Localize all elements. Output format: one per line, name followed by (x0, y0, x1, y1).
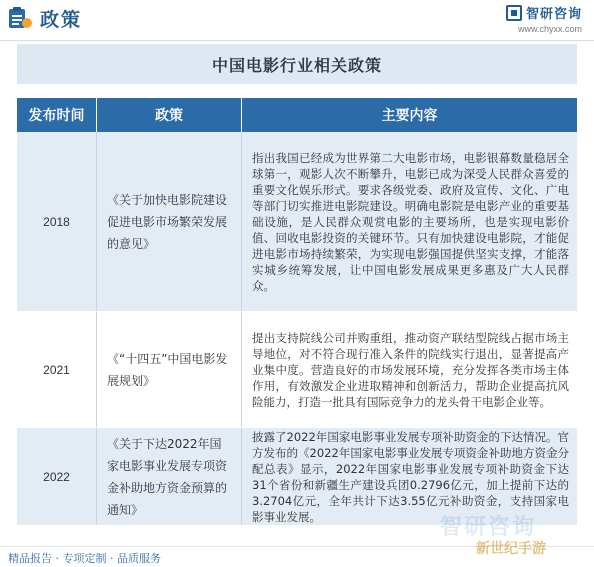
policy-text: 《“十四五”中国电影发展规划》 (107, 351, 228, 388)
table-header-row (17, 98, 577, 132)
column-header-content: 主要内容 (381, 108, 438, 124)
clipboard-icon (6, 6, 34, 30)
table-row (17, 312, 577, 428)
page-header (0, 0, 594, 40)
content-text: 披露了2022年国家电影事业发展专项补助资金的下达情况。官方发布的《2022年国家电影事业发展专项资金补助地方资金分配总表》显示，2022年国家电影事业发展专项补助资金下达31个省份和新疆生产建设兵团0.2796亿元，加上提前下达的3.2704亿元，全年共计下达3.55亿元补助资金，支持国家电影事业发展。 (252, 429, 569, 524)
brand-watermark: 智研咨询 (440, 515, 537, 540)
content-cell (242, 312, 577, 427)
brand-logo-group[interactable] (506, 3, 582, 22)
year-cell (17, 132, 97, 311)
year-text: 2018 (43, 214, 70, 229)
policy-cell (97, 428, 242, 525)
brand-url[interactable]: www.chyxx.com (517, 24, 582, 34)
brand-name: 智研咨询 (525, 7, 582, 22)
header-divider (0, 40, 594, 41)
column-header-date: 发布时间 (17, 98, 97, 132)
section-title: 政策 (40, 9, 83, 31)
year-text: 2022 (43, 469, 70, 484)
brand-logo-icon (506, 5, 522, 21)
table-title: 中国电影行业相关政策 (211, 55, 382, 75)
policy-cell (97, 312, 242, 427)
year-cell (17, 312, 97, 427)
content-text: 提出支持院线公司并购重组，推动资产联结型院线占据市场主导地位，对不符合现行准入条件的院线实行退出，显著提高产业集中度。营造良好的市场发展环境，充分发挥各类市场主体作用，有效激发企业进取精神和创新活力，帮助企业提高抗风险能力，打造一批具有国际竞争力的龙头骨干电影企业等。 (252, 330, 569, 409)
policy-table (17, 98, 577, 526)
site-watermark: 新世纪手游 (476, 541, 546, 557)
year-text: 2021 (43, 362, 70, 377)
policy-cell (97, 132, 242, 311)
content-cell (242, 132, 577, 311)
footer-slogan: 精品报告 · 专项定制 · 品质服务 (8, 552, 161, 565)
year-cell (17, 428, 97, 525)
content-text: 指出我国已经成为世界第二大电影市场，电影银幕数量稳居全球第一，观影人次不断攀升，电影已成为深受人民群众喜爱的重要文化娱乐形式。要求各级党委、政府及宣传、文化、广电等部门切实推进电影院建设。明确电影院是电影产业的重要基础设施，是人民群众观赏电影的主要场所，也是实现电影价值、回收电影投资的关键环节。只有加快建设电影院，才能促进电影市场持续繁荣，为实现电影强国提供坚实支撑，才能落实城乡统筹发展，让中国电影发展成果更多惠及广大人民群众。 (252, 150, 569, 293)
policy-text: 《关于下达2022年国家电影事业发展专项资金补助地方资金预算的通知》 (107, 436, 228, 517)
column-header-policy: 政策 (97, 98, 242, 132)
table-title-bar (17, 44, 577, 84)
policy-text: 《关于加快电影院建设促进电影市场繁荣发展的意见》 (107, 192, 228, 251)
table-row (17, 132, 577, 312)
